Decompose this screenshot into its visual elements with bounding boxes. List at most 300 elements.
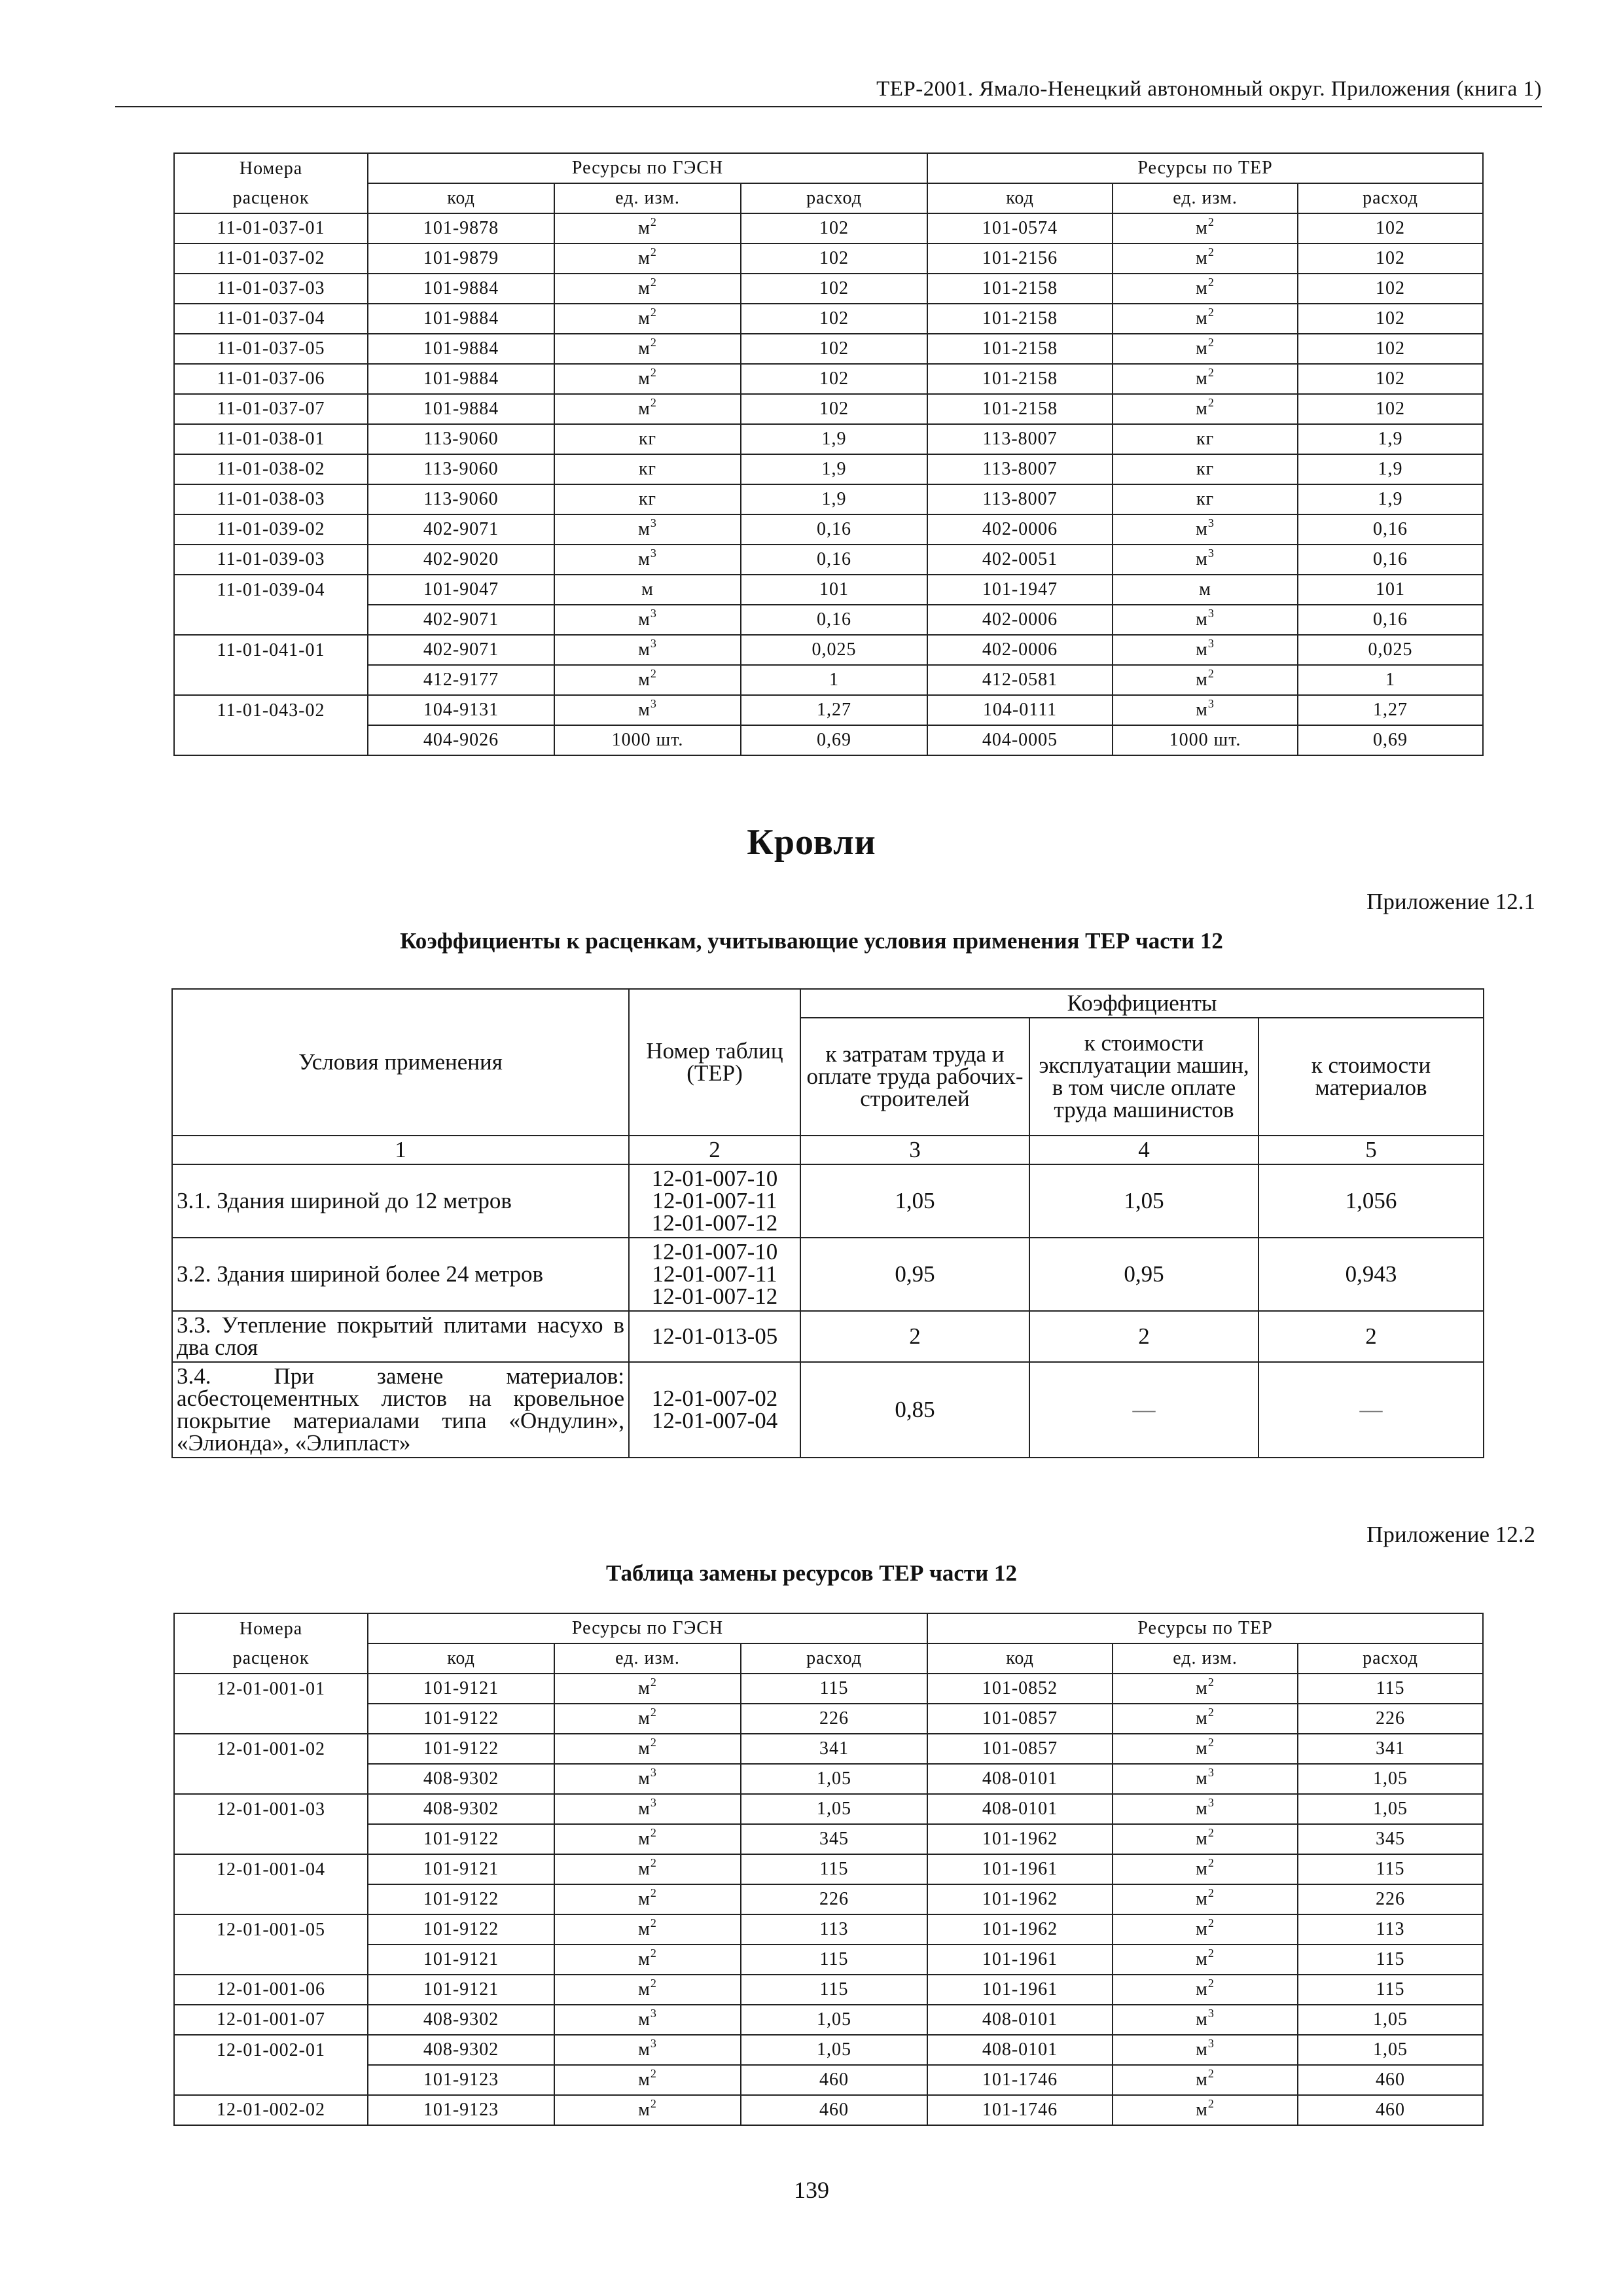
ter-unit xyxy=(1113,2065,1298,2095)
header-rascenok: расценок xyxy=(174,1643,368,1674)
column-number: 5 xyxy=(1258,1136,1484,1164)
unit-power: 3 xyxy=(650,696,657,710)
unit-text: м xyxy=(638,278,651,298)
unit-text: м xyxy=(638,670,651,690)
gesn-code: 113-9060 xyxy=(368,454,554,484)
rate-number xyxy=(174,665,368,695)
ter-unit xyxy=(1113,545,1298,575)
ter-unit xyxy=(1113,274,1298,304)
gesn-unit xyxy=(554,1884,741,1914)
table-number: 12-01-007-11 xyxy=(652,1261,777,1287)
gesn-unit xyxy=(554,635,741,665)
ter-code: 101-2158 xyxy=(927,334,1113,364)
unit-power: 2 xyxy=(650,305,657,319)
table-number: 12-01-007-10 xyxy=(651,1239,778,1265)
ter-unit xyxy=(1113,304,1298,334)
unit-power: 2 xyxy=(1207,1946,1215,1960)
table-row xyxy=(174,364,1483,394)
unit-text: м xyxy=(1196,1859,1208,1879)
gesn-code: 408-9302 xyxy=(368,1764,554,1794)
unit-power: 2 xyxy=(650,1705,657,1719)
rate-number xyxy=(174,1884,368,1914)
ter-amount: 226 xyxy=(1298,1704,1483,1734)
table-row xyxy=(174,605,1483,635)
unit-power: 2 xyxy=(1207,1705,1215,1719)
unit-text: м xyxy=(638,1708,651,1729)
table-row xyxy=(174,1704,1483,1734)
gesn-code: 101-9122 xyxy=(368,1704,554,1734)
gesn-unit xyxy=(554,1824,741,1854)
unit-power: 2 xyxy=(650,2066,657,2080)
gesn-code: 412-9177 xyxy=(368,665,554,695)
unit-text: м xyxy=(638,368,651,389)
ter-amount: 1,9 xyxy=(1298,454,1483,484)
coef-machines: 0,95 xyxy=(1029,1238,1258,1311)
ter-unit xyxy=(1113,1975,1298,2005)
gesn-code: 101-9047 xyxy=(368,575,554,605)
ter-unit xyxy=(1113,364,1298,394)
ter-code: 101-1961 xyxy=(927,1854,1113,1884)
rate-number: 11-01-041-01 xyxy=(174,635,368,665)
gesn-amount: 460 xyxy=(741,2095,927,2125)
table-row xyxy=(174,2035,1483,2065)
ter-code: 104-0111 xyxy=(927,695,1113,725)
ter-unit xyxy=(1113,514,1298,545)
unit-text: м xyxy=(1196,338,1208,359)
rate-number xyxy=(174,1824,368,1854)
unit-power: 2 xyxy=(650,1886,657,1899)
header-rascenok: расценок xyxy=(174,183,368,213)
gesn-code: 101-9121 xyxy=(368,1854,554,1884)
unit-text: м xyxy=(638,218,651,238)
gesn-amount: 102 xyxy=(741,304,927,334)
unit-text: м xyxy=(1196,2100,1208,2120)
table-row xyxy=(174,1794,1483,1824)
table-row xyxy=(174,1884,1483,1914)
header-kod: код xyxy=(927,183,1113,213)
unit-text: м xyxy=(1196,1979,1208,2000)
coef-labor: 1,05 xyxy=(800,1164,1029,1238)
coef-machines: 2 xyxy=(1029,1311,1258,1362)
gesn-amount: 226 xyxy=(741,1884,927,1914)
table-numbers xyxy=(629,1238,800,1311)
header-rashod: расход xyxy=(741,1643,927,1674)
rate-number: 12-01-001-02 xyxy=(174,1734,368,1764)
gesn-unit xyxy=(554,2035,741,2065)
coef-machines: — xyxy=(1029,1362,1258,1458)
table-row xyxy=(174,424,1483,454)
unit-text: м xyxy=(1196,700,1208,720)
unit-text: м xyxy=(1196,1768,1208,1789)
table-row xyxy=(174,695,1483,725)
table-row xyxy=(174,1824,1483,1854)
ter-unit xyxy=(1113,484,1298,514)
table-subheader-row xyxy=(174,183,1483,213)
table-subheader-row xyxy=(174,1643,1483,1674)
ter-amount: 102 xyxy=(1298,364,1483,394)
unit-power: 2 xyxy=(650,1916,657,1929)
gesn-amount: 345 xyxy=(741,1824,927,1854)
ter-unit xyxy=(1113,605,1298,635)
unit-text: м xyxy=(638,1799,651,1819)
unit-power: 3 xyxy=(1207,1795,1215,1809)
rate-number: 11-01-038-02 xyxy=(174,454,368,484)
coef-labor: 2 xyxy=(800,1311,1029,1362)
unit-power: 2 xyxy=(1207,335,1215,349)
rate-number: 11-01-037-01 xyxy=(174,213,368,243)
gesn-unit xyxy=(554,1764,741,1794)
rate-number: 11-01-039-04 xyxy=(174,575,368,605)
ter-unit xyxy=(1113,1674,1298,1704)
rate-number: 11-01-037-07 xyxy=(174,394,368,424)
rate-number: 12-01-001-06 xyxy=(174,1975,368,2005)
coef-machines: 1,05 xyxy=(1029,1164,1258,1238)
ter-amount: 102 xyxy=(1298,394,1483,424)
ter-unit xyxy=(1113,1764,1298,1794)
rate-number: 11-01-038-01 xyxy=(174,424,368,454)
unit-power: 2 xyxy=(650,1856,657,1869)
unit-power: 2 xyxy=(650,335,657,349)
column-number: 3 xyxy=(800,1136,1029,1164)
unit-text: м xyxy=(638,1829,651,1849)
column-number: 2 xyxy=(629,1136,800,1164)
ter-amount: 460 xyxy=(1298,2095,1483,2125)
gesn-unit xyxy=(554,1945,741,1975)
header-rashod: расход xyxy=(741,183,927,213)
unit-text: м xyxy=(1196,2009,1208,2030)
table-row xyxy=(174,2065,1483,2095)
unit-power: 2 xyxy=(1207,2066,1215,2080)
unit-text: м xyxy=(638,1979,651,2000)
gesn-code: 101-9884 xyxy=(368,334,554,364)
ter-code: 101-1962 xyxy=(927,1824,1113,1854)
unit-text: м xyxy=(1196,639,1208,660)
gesn-unit xyxy=(554,2095,741,2125)
ter-amount: 345 xyxy=(1298,1824,1483,1854)
gesn-unit xyxy=(554,484,741,514)
gesn-amount: 1,9 xyxy=(741,484,927,514)
gesn-code: 101-9123 xyxy=(368,2095,554,2125)
table-row xyxy=(174,1764,1483,1794)
table-row xyxy=(174,635,1483,665)
ter-code: 101-1962 xyxy=(927,1884,1113,1914)
table-row xyxy=(174,1854,1483,1884)
table-number: 12-01-007-02 xyxy=(651,1386,778,1411)
unit-text: кг xyxy=(1196,429,1215,449)
unit-text: м xyxy=(1196,308,1208,329)
header-gesn: Ресурсы по ГЭСН xyxy=(368,1613,927,1643)
header-ed: ед. изм. xyxy=(554,1643,741,1674)
gesn-code: 404-9026 xyxy=(368,725,554,755)
header-nomera: Номера xyxy=(174,1613,368,1643)
coef-materials: 2 xyxy=(1258,1311,1484,1362)
ter-unit xyxy=(1113,1734,1298,1764)
unit-power: 3 xyxy=(650,546,657,560)
rate-number: 11-01-037-04 xyxy=(174,304,368,334)
gesn-unit xyxy=(554,1704,741,1734)
ter-unit xyxy=(1113,635,1298,665)
unit-text: м xyxy=(1196,399,1208,419)
gesn-amount: 115 xyxy=(741,1975,927,2005)
gesn-amount: 102 xyxy=(741,274,927,304)
rate-number xyxy=(174,725,368,755)
unit-text: м xyxy=(638,248,651,268)
unit-text: м xyxy=(1196,368,1208,389)
unit-text: м xyxy=(638,2100,651,2120)
annex-label: Приложение 12.1 xyxy=(1366,889,1535,914)
rate-number xyxy=(174,1704,368,1734)
gesn-code: 402-9071 xyxy=(368,635,554,665)
ter-amount: 1,9 xyxy=(1298,424,1483,454)
condition-text: 3.3. Утепление покрытий плитами насухо в два слоя xyxy=(172,1311,629,1362)
coef-materials: 1,056 xyxy=(1258,1164,1484,1238)
ter-code: 404-0005 xyxy=(927,725,1113,755)
gesn-unit xyxy=(554,1975,741,2005)
unit-power: 2 xyxy=(1207,275,1215,289)
table-row xyxy=(174,243,1483,274)
column-number: 1 xyxy=(172,1136,629,1164)
gesn-code: 113-9060 xyxy=(368,424,554,454)
gesn-code: 408-9302 xyxy=(368,1794,554,1824)
header-ed: ед. изм. xyxy=(554,183,741,213)
ter-code: 408-0101 xyxy=(927,1764,1113,1794)
ter-unit xyxy=(1113,665,1298,695)
unit-power: 2 xyxy=(650,245,657,259)
ter-unit xyxy=(1113,1945,1298,1975)
gesn-amount: 1,27 xyxy=(741,695,927,725)
table-row xyxy=(174,1734,1483,1764)
gesn-unit xyxy=(554,725,741,755)
unit-text: м xyxy=(1196,1889,1208,1909)
rate-number xyxy=(174,605,368,635)
ter-amount: 0,025 xyxy=(1298,635,1483,665)
unit-text: м xyxy=(1199,579,1211,600)
unit-power: 2 xyxy=(650,1735,657,1749)
gesn-amount: 102 xyxy=(741,334,927,364)
running-header-text: ТЕР-2001. Ямало-Ненецкий автономный округ. Приложения (книга 1) xyxy=(876,77,1542,101)
unit-text: м xyxy=(1196,549,1208,569)
gesn-code: 101-9122 xyxy=(368,1914,554,1945)
gesn-unit xyxy=(554,575,741,605)
unit-power: 2 xyxy=(650,365,657,379)
gesn-unit xyxy=(554,274,741,304)
unit-power: 2 xyxy=(650,1976,657,1990)
table-row xyxy=(174,454,1483,484)
rate-number: 12-01-001-03 xyxy=(174,1794,368,1824)
ter-amount: 341 xyxy=(1298,1734,1483,1764)
gesn-code: 101-9123 xyxy=(368,2065,554,2095)
gesn-amount: 102 xyxy=(741,213,927,243)
rate-number: 12-01-001-01 xyxy=(174,1674,368,1704)
table-header-row xyxy=(174,153,1483,183)
column-number: 4 xyxy=(1029,1136,1258,1164)
gesn-amount: 102 xyxy=(741,364,927,394)
unit-power: 3 xyxy=(650,2006,657,2020)
gesn-unit xyxy=(554,243,741,274)
ter-unit xyxy=(1113,2035,1298,2065)
rate-number: 12-01-001-07 xyxy=(174,2005,368,2035)
gesn-unit xyxy=(554,2005,741,2035)
gesn-unit xyxy=(554,334,741,364)
page-number: 139 xyxy=(794,2177,829,2203)
unit-text: м xyxy=(1196,278,1208,298)
table-row xyxy=(174,274,1483,304)
table-row xyxy=(174,394,1483,424)
condition-text: 3.1. Здания шириной до 12 метров xyxy=(172,1164,629,1238)
unit-power: 2 xyxy=(1207,1825,1215,1839)
condition-text: 3.2. Здания шириной более 24 метров xyxy=(172,1238,629,1311)
gesn-code: 101-9121 xyxy=(368,1975,554,2005)
unit-power: 2 xyxy=(650,1946,657,1960)
unit-power: 3 xyxy=(1207,2036,1215,2050)
ter-unit xyxy=(1113,575,1298,605)
coef-materials: 0,943 xyxy=(1258,1238,1484,1311)
gesn-amount: 226 xyxy=(741,1704,927,1734)
table-numbers xyxy=(629,1362,800,1458)
gesn-unit xyxy=(554,213,741,243)
ter-code: 101-1746 xyxy=(927,2095,1113,2125)
resource-table-part-11 xyxy=(173,152,1484,756)
unit-text: м xyxy=(638,1738,651,1759)
table-row xyxy=(174,514,1483,545)
unit-power: 3 xyxy=(650,606,657,620)
unit-text: м xyxy=(1196,1738,1208,1759)
unit-power: 2 xyxy=(650,215,657,228)
rate-number: 11-01-039-03 xyxy=(174,545,368,575)
gesn-code: 408-9302 xyxy=(368,2005,554,2035)
ter-code: 101-0574 xyxy=(927,213,1113,243)
gesn-amount: 0,025 xyxy=(741,635,927,665)
gesn-unit xyxy=(554,1674,741,1704)
unit-power: 2 xyxy=(1207,215,1215,228)
table-numbers xyxy=(629,1164,800,1238)
table-number: 12-01-007-10 xyxy=(651,1166,778,1191)
gesn-amount: 341 xyxy=(741,1734,927,1764)
unit-power: 3 xyxy=(650,636,657,650)
ter-code: 402-0006 xyxy=(927,635,1113,665)
table-row xyxy=(172,1311,1484,1362)
table-header-row xyxy=(172,989,1484,1018)
header-coefficients: Коэффициенты xyxy=(800,989,1484,1018)
table-row xyxy=(174,725,1483,755)
table-row xyxy=(174,2005,1483,2035)
table-row xyxy=(174,484,1483,514)
ter-code: 412-0581 xyxy=(927,665,1113,695)
unit-power: 3 xyxy=(650,1765,657,1779)
header-machines: к стоимости эксплуатации машин, в том числе оплате труда машинистов xyxy=(1029,1018,1258,1136)
gesn-amount: 1,05 xyxy=(741,2005,927,2035)
gesn-amount: 1,05 xyxy=(741,1764,927,1794)
unit-power: 2 xyxy=(650,395,657,409)
gesn-unit xyxy=(554,1914,741,1945)
gesn-code: 104-9131 xyxy=(368,695,554,725)
ter-unit xyxy=(1113,1794,1298,1824)
table-number: 12-01-007-12 xyxy=(651,1283,778,1309)
gesn-unit xyxy=(554,695,741,725)
unit-power: 2 xyxy=(1207,1976,1215,1990)
ter-amount: 113 xyxy=(1298,1914,1483,1945)
rate-number: 11-01-037-06 xyxy=(174,364,368,394)
column-numbers-row xyxy=(172,1136,1484,1164)
unit-power: 3 xyxy=(1207,696,1215,710)
header-table-number: Номер таблиц (ТЕР) xyxy=(629,989,800,1136)
unit-power: 2 xyxy=(1207,245,1215,259)
ter-unit xyxy=(1113,243,1298,274)
ter-code: 101-0857 xyxy=(927,1734,1113,1764)
rate-number: 12-01-001-05 xyxy=(174,1914,368,1945)
gesn-code: 402-9020 xyxy=(368,545,554,575)
unit-text: м xyxy=(1196,218,1208,238)
unit-power: 2 xyxy=(1207,395,1215,409)
gesn-code: 101-9879 xyxy=(368,243,554,274)
unit-text: м xyxy=(638,1949,651,1969)
ter-unit xyxy=(1113,424,1298,454)
gesn-unit xyxy=(554,424,741,454)
unit-text: м xyxy=(638,399,651,419)
unit-power: 2 xyxy=(1207,2096,1215,2110)
gesn-code: 113-9060 xyxy=(368,484,554,514)
ter-amount: 102 xyxy=(1298,334,1483,364)
ter-amount: 115 xyxy=(1298,1975,1483,2005)
gesn-code: 101-9884 xyxy=(368,304,554,334)
gesn-unit xyxy=(554,605,741,635)
table-row xyxy=(174,304,1483,334)
gesn-code: 101-9878 xyxy=(368,213,554,243)
table-header-row xyxy=(174,1613,1483,1643)
header-ter: Ресурсы по ТЕР xyxy=(927,153,1483,183)
gesn-unit xyxy=(554,304,741,334)
ter-unit xyxy=(1113,1914,1298,1945)
ter-code: 408-0101 xyxy=(927,1794,1113,1824)
ter-unit xyxy=(1113,2095,1298,2125)
ter-amount: 0,16 xyxy=(1298,545,1483,575)
table-row xyxy=(174,1674,1483,1704)
header-ed: ед. изм. xyxy=(1113,183,1298,213)
unit-power: 2 xyxy=(1207,305,1215,319)
unit-text: м xyxy=(1196,609,1208,630)
unit-power: 2 xyxy=(650,666,657,680)
unit-power: 3 xyxy=(1207,636,1215,650)
rate-number xyxy=(174,1945,368,1975)
header-rashod: расход xyxy=(1298,183,1483,213)
ter-code: 113-8007 xyxy=(927,484,1113,514)
unit-text: м xyxy=(638,700,651,720)
unit-power: 2 xyxy=(650,1825,657,1839)
ter-amount: 1,27 xyxy=(1298,695,1483,725)
ter-code: 101-1947 xyxy=(927,575,1113,605)
gesn-amount: 0,16 xyxy=(741,545,927,575)
unit-text: м xyxy=(1196,248,1208,268)
unit-power: 3 xyxy=(1207,516,1215,529)
ter-amount: 102 xyxy=(1298,274,1483,304)
unit-text: м xyxy=(638,1919,651,1939)
unit-text: м xyxy=(641,579,654,600)
gesn-amount: 1,05 xyxy=(741,2035,927,2065)
section-title: Кровли xyxy=(747,822,876,863)
unit-text: м xyxy=(638,1859,651,1879)
ter-code: 101-1961 xyxy=(927,1975,1113,2005)
gesn-unit xyxy=(554,545,741,575)
table-caption: Коэффициенты к расценкам, учитывающие условия применения ТЕР части 12 xyxy=(400,928,1223,954)
ter-unit xyxy=(1113,2005,1298,2035)
ter-amount: 102 xyxy=(1298,243,1483,274)
gesn-code: 402-9071 xyxy=(368,605,554,635)
ter-code: 101-2158 xyxy=(927,394,1113,424)
ter-code: 101-0857 xyxy=(927,1704,1113,1734)
rate-number: 11-01-037-03 xyxy=(174,274,368,304)
coef-labor: 0,85 xyxy=(800,1362,1029,1458)
ter-code: 101-2156 xyxy=(927,243,1113,274)
